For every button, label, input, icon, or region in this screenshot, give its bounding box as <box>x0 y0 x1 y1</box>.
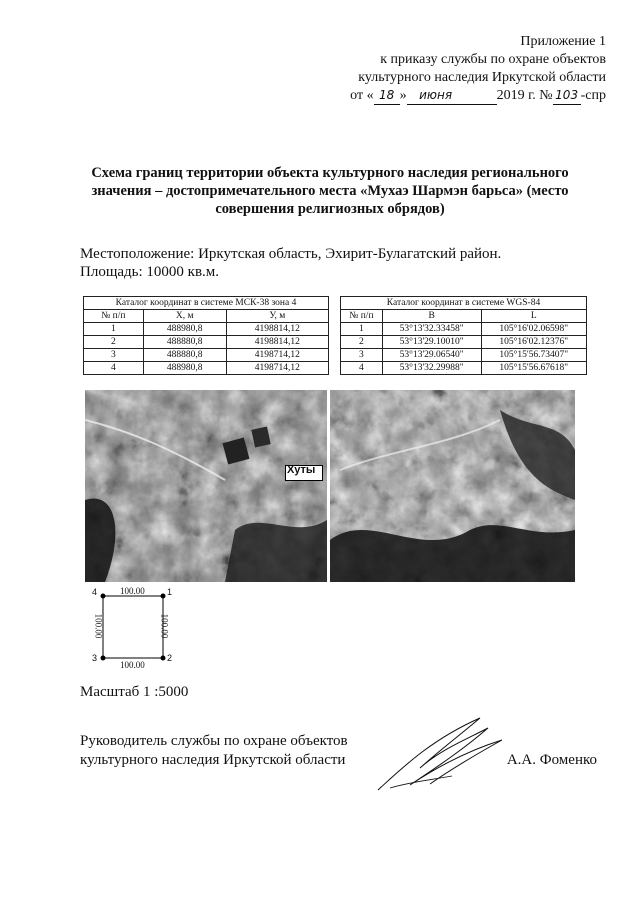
table-row <box>341 362 587 375</box>
table-row <box>84 349 329 362</box>
wgs-header-num: № п/п <box>341 310 383 323</box>
wgs-cell: 105°16'02.12376" <box>481 336 587 349</box>
wgs-cell: 53°13'29.06540" <box>382 349 481 362</box>
wgs-cell: 1 <box>341 323 383 336</box>
msk-coordinate-table <box>83 296 329 375</box>
date-month: июня <box>407 87 465 105</box>
msk-cell: 4198814,12 <box>226 323 328 336</box>
wgs-cell: 105°15'56.67618" <box>481 362 587 375</box>
msk-cell: 3 <box>84 349 144 362</box>
signatory-name: А.А. Фоменко <box>506 752 597 768</box>
msk-cell: 1 <box>84 323 144 336</box>
wgs-cell: 105°15'56.73407" <box>481 349 587 362</box>
wgs-cell: 4 <box>341 362 383 375</box>
table-row <box>341 349 587 362</box>
msk-header-num: № п/п <box>84 310 144 323</box>
title-line-3: совершения религиозных обрядов) <box>215 201 445 217</box>
msk-header-x: X, м <box>143 310 226 323</box>
area-text: Площадь: 10000 кв.м. <box>80 264 220 280</box>
handwritten-signature <box>370 710 510 795</box>
msk-cell: 2 <box>84 336 144 349</box>
scale-text: Масштаб 1 :5000 <box>80 684 189 700</box>
signatory-position-line-2: культурного наследия Иркутской области <box>80 752 346 768</box>
order-number: 103 <box>553 87 581 105</box>
msk-cell: 488880,8 <box>143 349 226 362</box>
map-place-label: Хуты <box>287 464 316 476</box>
wgs-cell: 105°16'02.06598" <box>481 323 587 336</box>
title-line-1: Схема границ территории объекта культурного наследия регионального <box>91 165 569 181</box>
satellite-image-right <box>330 390 575 582</box>
title-line-2: значения – достопримечательного места «Мухаэ Шармэн барьса» (место <box>91 183 569 199</box>
vertex-2-label: 2 <box>167 653 173 663</box>
order-date-line <box>350 87 606 105</box>
wgs-cell: 3 <box>341 349 383 362</box>
msk-table-caption: Каталог координат в системе МСК-38 зона 4 <box>84 297 329 310</box>
msk-cell: 4198814,12 <box>226 336 328 349</box>
appendix-label: Приложение 1 <box>520 34 606 49</box>
wgs-table-caption: Каталог координат в системе WGS-84 <box>341 297 587 310</box>
msk-cell: 4 <box>84 362 144 375</box>
vertex-3-label: 3 <box>92 653 98 663</box>
table-row <box>84 323 329 336</box>
order-reference-line: к приказу службы по охране объектов <box>380 52 606 67</box>
wgs-cell: 53°13'29.10010" <box>382 336 481 349</box>
msk-cell: 488880,8 <box>143 336 226 349</box>
organization-line: культурного наследия Иркутской области <box>358 70 606 85</box>
msk-cell: 4198714,12 <box>226 362 328 375</box>
msk-header-y: У, м <box>226 310 328 323</box>
wgs-coordinate-table <box>340 296 587 375</box>
side-right-length: 100.00 <box>159 613 170 639</box>
date-day: 18 <box>374 87 400 105</box>
vertex-1-label: 1 <box>167 587 173 597</box>
wgs-cell: 53°13'32.29988" <box>382 362 481 375</box>
satellite-image-left <box>85 390 327 582</box>
msk-cell: 488980,8 <box>143 323 226 336</box>
location-text: Местоположение: Иркутская область, Эхирит-Булагатский район. <box>80 246 502 262</box>
boundary-scheme <box>90 585 190 670</box>
side-bottom-length: 100.00 <box>120 660 145 670</box>
wgs-header-l: L <box>481 310 587 323</box>
side-left-length: 100.00 <box>93 613 104 639</box>
date-blank <box>465 87 497 105</box>
wgs-cell: 53°13'32.33458" <box>382 323 481 336</box>
table-row <box>84 362 329 375</box>
wgs-cell: 2 <box>341 336 383 349</box>
document-title <box>60 164 600 218</box>
signatory-position-line-1: Руководитель службы по охране объектов <box>80 733 348 749</box>
date-separator: » <box>399 88 407 103</box>
msk-cell: 4198714,12 <box>226 349 328 362</box>
vertex-4-label: 4 <box>92 587 98 597</box>
date-year: 2019 г. № <box>496 88 553 103</box>
wgs-header-b: B <box>382 310 481 323</box>
date-prefix: от « <box>350 88 374 103</box>
msk-cell: 488980,8 <box>143 362 226 375</box>
table-row <box>341 336 587 349</box>
table-row <box>341 323 587 336</box>
table-row <box>84 336 329 349</box>
order-suffix: -спр <box>580 88 606 103</box>
side-top-length: 100.00 <box>120 586 145 596</box>
